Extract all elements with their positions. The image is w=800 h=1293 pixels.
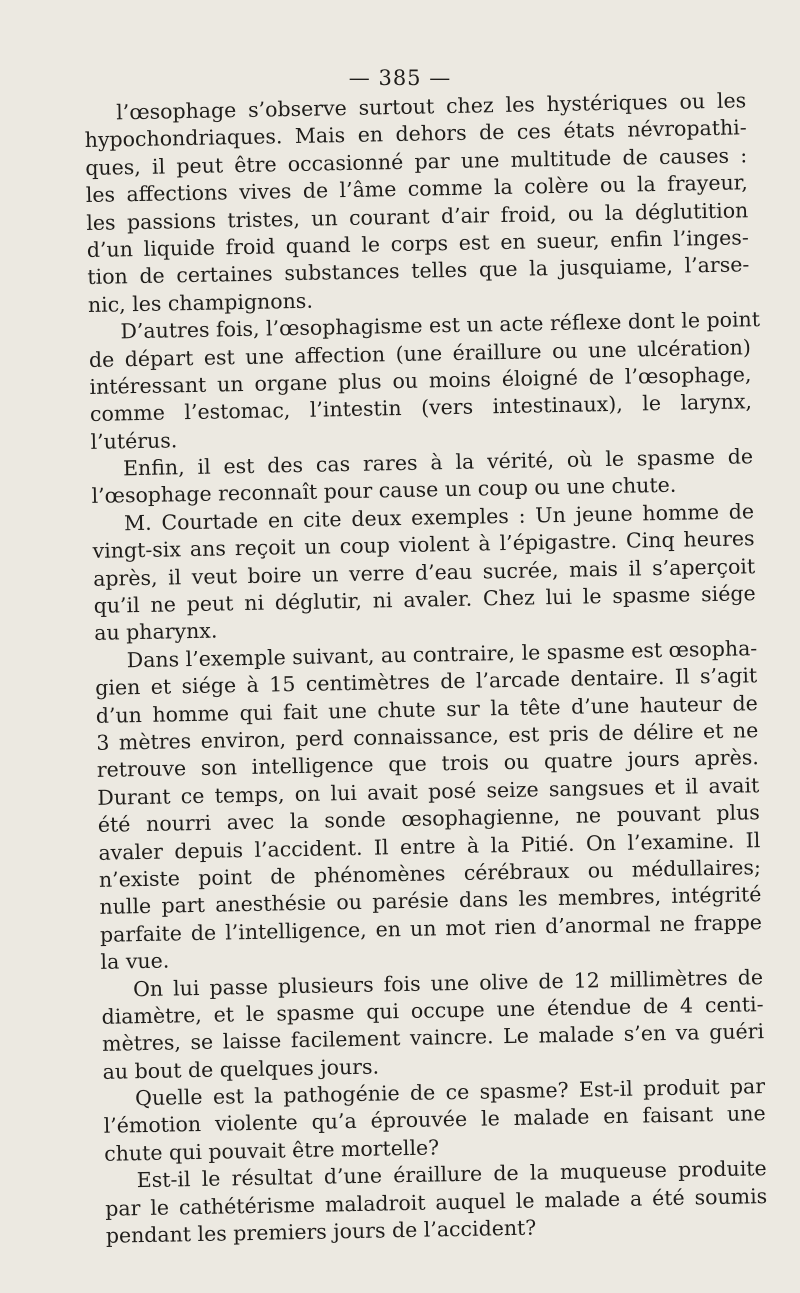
text-line: après, il veut boire un verre d’eau sucrée, mais il s’aperçoit [92, 553, 756, 591]
page-number: — 385 — [348, 66, 452, 90]
text-line: l’œsophage s’observe surtout chez les hystériques ou les [116, 88, 747, 125]
text-line: les passions tristes, un courant d’air froid, ou la déglutition [86, 197, 749, 235]
text-line: retrouve son intelligence que trois ou quatre jours après. [96, 745, 759, 783]
text-line: nic, les champignons. [87, 288, 314, 317]
text-line: d’un liquide froid quand le corps est en sueur, enfin l’inges- [86, 225, 749, 262]
text-line: 3 mètres environ, perd connaissance, est pris de délire et ne [96, 718, 759, 755]
paragraph [92, 498, 757, 648]
text-line: nulle part anesthésie ou parésie dans les membres, intégrité [99, 882, 762, 920]
text-line: hypochondriaques. Mais en dehors de ces états névropathi- [84, 115, 747, 153]
text-line: qu’il ne peut ni déglutir, ni avaler. Chez lui le spasme siége [93, 581, 756, 618]
text-line: au bout de quelques jours. [102, 1054, 380, 1084]
paragraph [103, 1073, 766, 1168]
paragraph [84, 87, 750, 319]
text-line: M. Courtade en cite deux exemples : Un jeune homme de [123, 499, 755, 536]
text-line: On lui passe plusieurs fois une olive de 12 millimètres de [132, 964, 764, 1001]
text-line: de départ est une affection (une éraillure ou une ulcération) [88, 334, 752, 372]
text-line: parfaite de l’intelligence, en un mot rien d’anormal ne frappe [99, 909, 763, 947]
paragraph [101, 964, 765, 1086]
text-line: l’œsophage reconnaît pour cause un coup ou une chute. [91, 473, 677, 509]
text-line: pendant les premiers jours de l’accident? [105, 1215, 537, 1248]
text-line: gien et siége à 15 centimètres de l’arcade dentaire. Il s’agit [95, 663, 758, 701]
text-line: Quelle est la pathogénie de ce spasme? Est-il produit par [134, 1074, 766, 1111]
text-line: tion de certaines substances telles que la jusquiame, l’arse- [87, 252, 750, 290]
text-line: l’émotion violente qu’a éprouvée le malade en faisant une [103, 1101, 766, 1139]
text-line: D’autres fois, l’œsophagisme est un acte réflexe dont le point [120, 307, 761, 344]
text-line: Dans l’exemple suivant, au contraire, le spasme est œsopha- [126, 635, 758, 673]
text-line: au pharynx. [94, 618, 218, 646]
text-line: la vue. [100, 948, 170, 974]
text-line: diamètre, et le spasme qui occupe une étendue de 4 centi- [101, 992, 764, 1029]
paragraph [88, 306, 761, 456]
text-line: d’un homme qui fait une chute sur la tête d’une hauteur de [95, 690, 758, 728]
body-text [84, 87, 768, 1250]
text-line: les affections vives de l’âme comme la colère ou la frayeur, [85, 170, 748, 208]
text-line: intéressant un organe plus ou moins éloigné de l’œsophage, [89, 362, 752, 399]
text-line: vingt-six ans reçoit un coup violent à l’épigastre. Cinq heures [92, 526, 755, 564]
text-line: chute qui pouvait être mortelle? [104, 1135, 440, 1166]
text-line: comme l’estomac, l’intestin (vers intestinaux), le larynx, [89, 389, 753, 427]
text-line: mètres, se laisse facilement vaincre. Le malade s’en va guéri [101, 1019, 765, 1057]
paragraph [105, 1155, 768, 1250]
text-line: n’existe point de phénomènes cérébraux ou médullaires; [98, 855, 762, 892]
text-line: Est-il le résultat d’une éraillure de la muqueuse produite [136, 1156, 767, 1193]
text-line: l’utérus. [90, 427, 178, 454]
text-line: avaler depuis l’accident. Il entre à la Pitié. On l’examine. Il [98, 827, 761, 865]
text-line: Enfin, il est des cas rares à la vérité, où le spasme de [122, 444, 754, 481]
paragraph [95, 635, 763, 976]
text-line: été nourri avec la sonde œsophagienne, ne pouvant plus [97, 800, 761, 838]
text-line: par le cathétérisme maladroit auquel le malade a été soumis [105, 1183, 768, 1221]
text-line: Durant ce temps, on lui avait posé seize sangsues et il avait [97, 772, 760, 810]
text-line: ques, il peut être occasionné par une multitude de causes : [85, 143, 748, 180]
